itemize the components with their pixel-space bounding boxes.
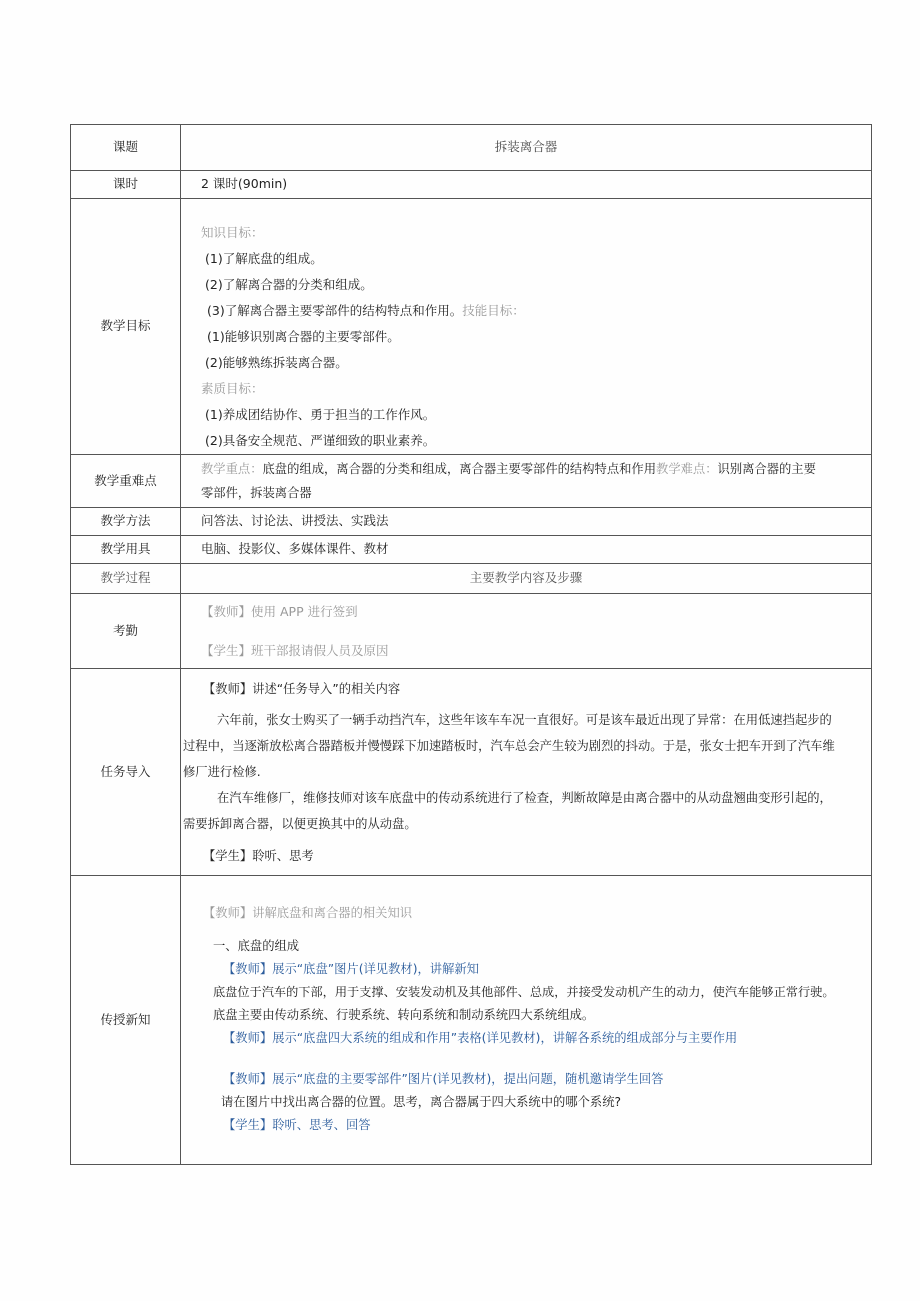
task-intro-p1-l2: 过程中，当逐渐放松离合器踏板并慢慢踩下加速踏板时，汽车总会产生较为剧烈的抖动。于是，张女士把车开到了汽车维 [183,738,835,753]
skill-heading: 技能目标： [462,302,525,318]
task-intro-teacher: 【教师】讲述“任务导入”的相关内容 [203,681,401,696]
task-intro-content [181,669,872,876]
nk-show-parts: 【教师】展示“底盘的主要零部件”图片(详见教材)，提出问题，随机邀请学生回答 [223,1072,664,1086]
difficulty-text-2: 零部件，拆装离合器 [201,486,312,500]
key-points-line1 [201,457,871,481]
objectives-label: 教学目标 [71,199,181,455]
attendance-teacher: 【教师】使用 APP 进行签到 [201,603,358,619]
task-intro-p1-l3: 修厂进行检修. [183,764,261,779]
process-header-left: 教学过程 [71,564,181,594]
methods-row [71,508,872,536]
objective-s1: (1)能够识别离合器的主要零部件。 [207,328,400,344]
new-knowledge-label: 传授新知 [71,876,181,1165]
methods-value: 问答法、讨论法、讲授法、实践法 [181,508,872,536]
task-intro-student: 【学生】聆听、思考 [203,848,314,863]
task-intro-label: 任务导入 [71,669,181,876]
objective-q2: (2)具备安全规范、严谨细致的职业素养。 [205,432,436,448]
tools-value: 电脑、投影仪、多媒体课件、教材 [181,536,872,564]
new-knowledge-row [71,876,872,1165]
key-points-row [71,455,872,508]
key-points-content [181,455,872,508]
quality-heading: 素质目标： [201,380,264,396]
process-header-row [71,564,872,594]
objective-q1: (1)养成团结协作、勇于担当的工作作风。 [205,406,436,422]
attendance-content [181,594,872,669]
tools-label: 教学用具 [71,536,181,564]
process-header-right: 主要教学内容及步骤 [181,564,872,594]
topic-row [71,125,872,171]
objective-s2: (2)能够熟练拆装离合器。 [205,354,348,370]
nk-show-chassis: 【教师】展示“底盘”图片(详见教材)，讲解新知 [223,962,479,976]
key-heading: 教学重点： [201,462,263,476]
hours-value: 2 课时(90min) [181,171,872,199]
key-text: 底盘的组成，离合器的分类和组成，离合器主要零部件的结构特点和作用 [262,462,657,476]
task-intro-p2-l1: 在汽车维修厂，维修技师对该车底盘中的传动系统进行了检查，判断故障是由离合器中的从动盘翘曲变形引起的， [217,790,832,805]
objective-k2: (2)了解离合器的分类和组成。 [205,276,373,292]
difficulty-text-1: 识别离合器的主要 [717,462,816,476]
tools-row [71,536,872,564]
objectives-row [71,199,872,455]
topic-label: 课题 [71,125,181,171]
new-knowledge-content [181,876,872,1165]
difficulty-heading: 教学难点： [656,462,718,476]
nk-chassis-desc: 底盘位于汽车的下部，用于支撑、安装发动机及其他部件、总成，并接受发动机产生的动力，使汽车能够正常行驶。 [213,985,835,999]
task-intro-row [71,669,872,876]
knowledge-heading: 知识目标： [201,224,264,240]
nk-student: 【学生】聆听、思考、回答 [223,1118,371,1132]
nk-show-table: 【教师】展示“底盘四大系统的组成和作用”表格(详见教材)，讲解各系统的组成部分与主要作用 [223,1031,738,1045]
attendance-student: 【学生】班干部报请假人员及原因 [201,642,389,658]
nk-chassis-systems: 底盘主要由传动系统、行驶系统、转向系统和制动系统四大系统组成。 [213,1008,595,1022]
nk-question: 请在图片中找出离合器的位置。思考，离合器属于四大系统中的哪个系统? [221,1095,622,1109]
topic-value: 拆装离合器 [181,125,872,171]
objective-k1: (1)了解底盘的组成。 [205,250,323,266]
nk-teacher-intro: 【教师】讲解底盘和离合器的相关知识 [203,906,413,920]
objective-k3: (3)了解离合器主要零部件的结构特点和作用。 [207,302,463,318]
task-intro-p1-l1: 六年前，张女士购买了一辆手动挡汽车，这些年该车车况一直很好。可是该车最近出现了异常：在用低速挡起步的 [217,712,832,727]
task-intro-p2-l2: 需要拆卸离合器，以便更换其中的从动盘。 [183,816,417,831]
lesson-plan-table [70,124,872,1165]
attendance-label: 考勤 [71,594,181,669]
hours-row [71,171,872,199]
hours-label: 课时 [71,171,181,199]
attendance-row [71,594,872,669]
methods-label: 教学方法 [71,508,181,536]
objective-k3-line [201,298,871,324]
objectives-content [181,199,872,455]
key-points-label: 教学重难点 [71,455,181,508]
nk-section1: 一、底盘的组成 [213,939,300,953]
